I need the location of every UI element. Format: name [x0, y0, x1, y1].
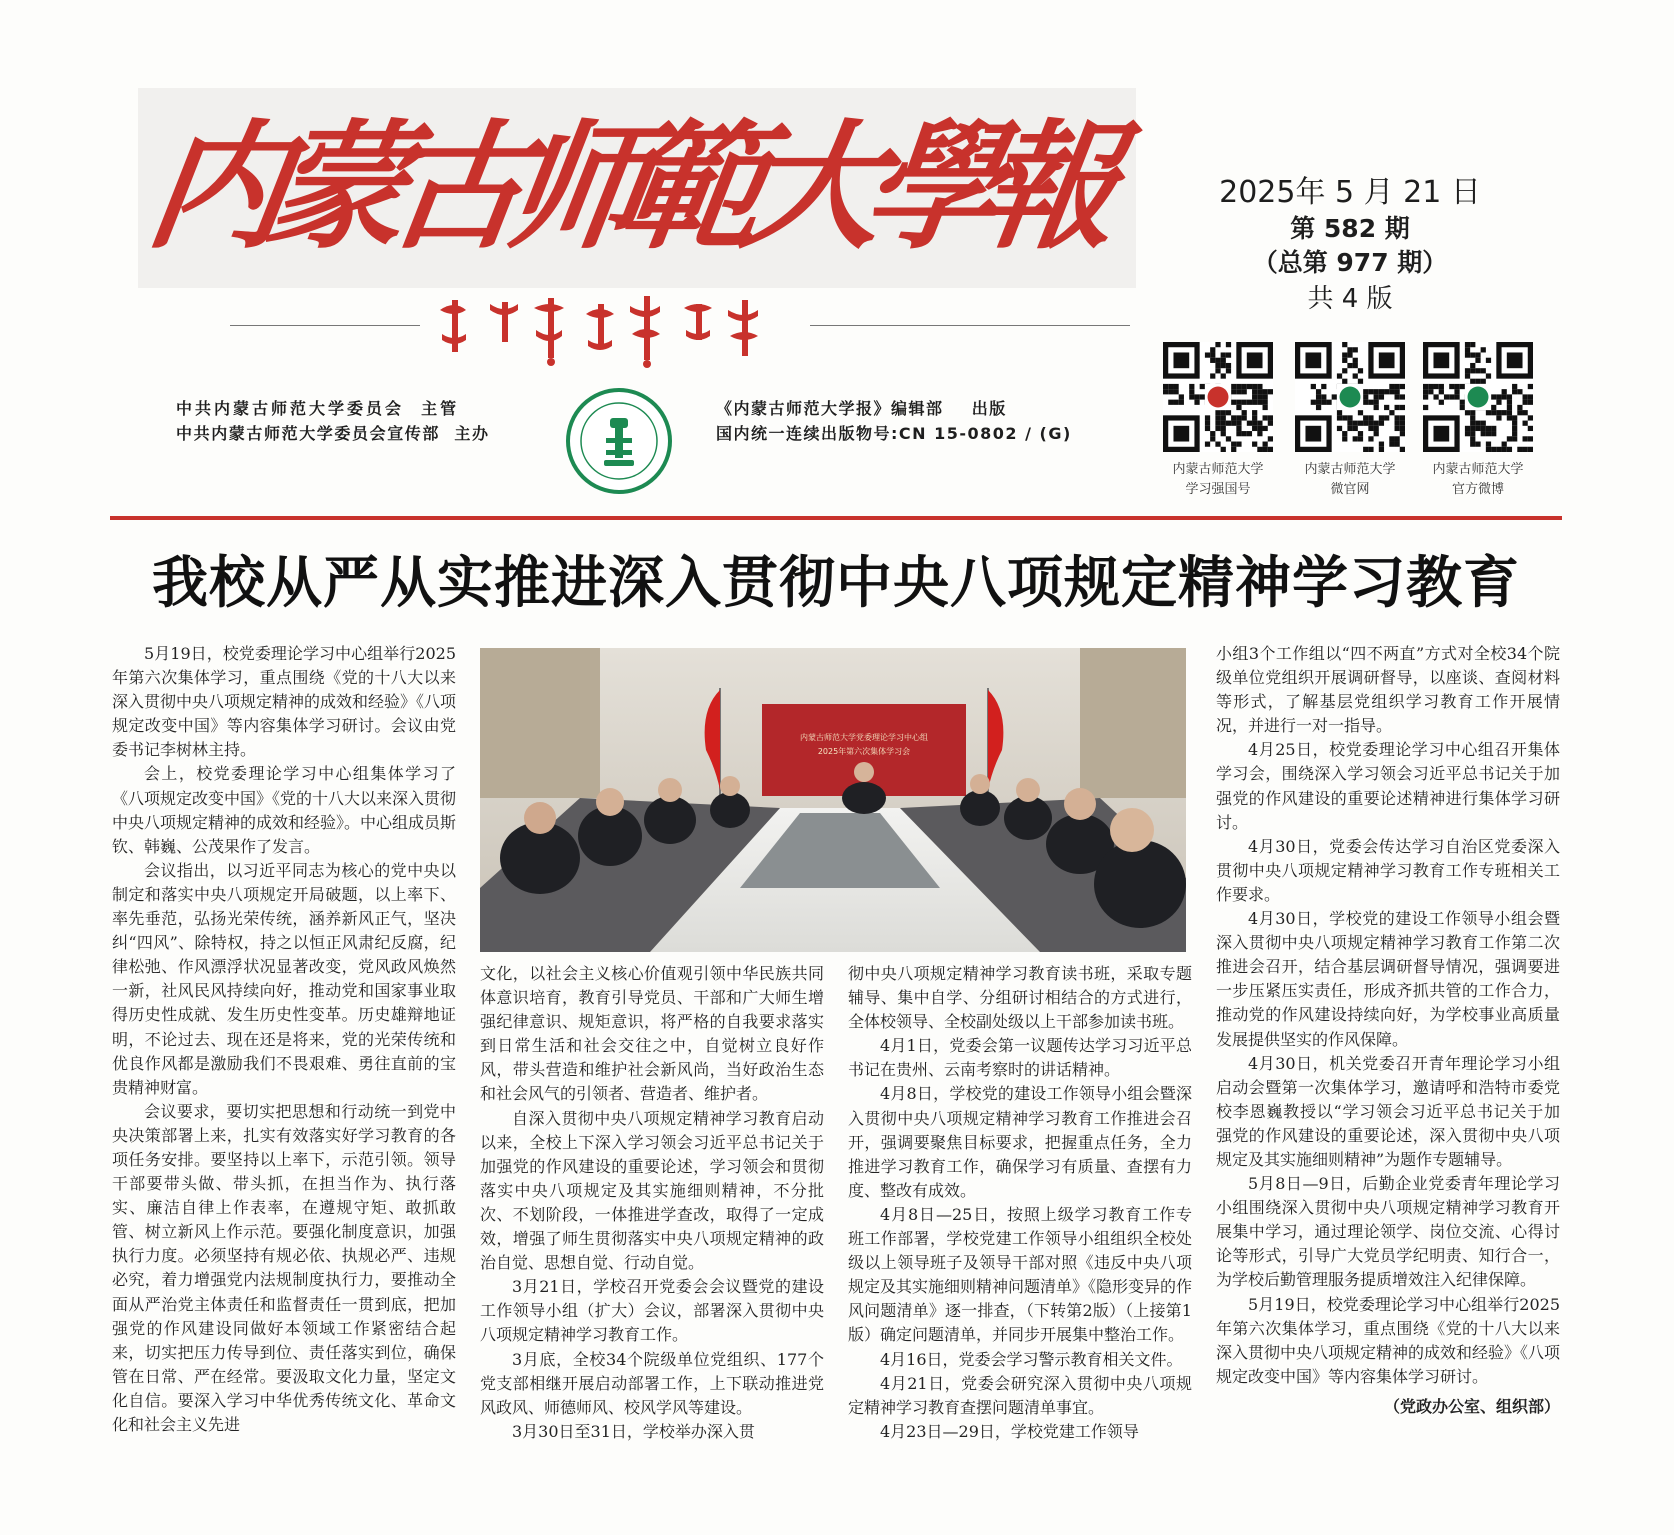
masthead-char-6: 大 [733, 105, 895, 268]
organizer-role: 主办 [454, 424, 490, 443]
paragraph: 会议指出，以习近平同志为核心的党中央以制定和落实中央八项规定开局破题，以上率下、率先垂范，弘扬光荣传统，涵养新风正气，坚决纠“四风”、除特权，持之以恒正风肃纪反腐，纪律松弛、作风漂浮状况显著改变，党风政风焕然一新，社风民风持续向好，推动党和国家事业取得历史性成就、发生历史性变革。历史雄辩地证明，不论过去、现在还是将来，党的光荣传统和优良作风都是激励我们不畏艰难、勇往直前的宝贵精神财富。 [112, 860, 456, 1097]
article-column-4 [1216, 642, 1560, 1419]
masthead-divider [110, 516, 1562, 520]
publisher-block [716, 396, 1072, 446]
paragraph: 4月21日，党委会研究深入贯彻中央八项规定精神学习教育查摆问题清单事宜。 [848, 1373, 1192, 1417]
issue-number: 第 582 期 [1290, 214, 1410, 243]
article-column-2 [480, 962, 824, 1444]
sponsor-line-2 [176, 421, 490, 446]
qr-caption [1420, 460, 1536, 500]
paragraph: 文化，以社会主义核心价值观引领中华民族共同体意识培育，教育引导党员、干部和广大师生增强纪律意识、规矩意识，将严格的自我要求落实到日常生活和社会交往之中，自觉树立良好作风，带头营造和维护社会新风尚，当好政治生态和社会风气的引领者、营造者、维护者。 [480, 964, 824, 1104]
paragraph: 4月8日，学校党的建设工作领导小组会暨深入贯彻中央八项规定精神学习教育工作推进会召开，强调要聚焦目标要求，把握重点任务，全力推进学习教育工作，确保学习有质量、查摆有力度、整改有成效。 [848, 1084, 1192, 1200]
paragraph: 4月30日，机关党委召开青年理论学习小组启动会暨第一次集体学习，邀请呼和浩特市委党校李恩巍教授以“学习领会习近平总书记关于加强党的作风建设的重要论述，深入贯彻中央八项规定及其实施细则精神”为题作专题辅导。 [1216, 1053, 1560, 1169]
masthead-char-3: 古 [378, 105, 540, 268]
masthead-char-4: 师 [498, 105, 660, 268]
sponsor-block [176, 396, 490, 446]
publisher-line [716, 396, 1072, 421]
qr-code-icon [1423, 342, 1533, 452]
paragraph: 3月底，全校34个院级单位党组织、177个党支部相继开展启动部署工作，上下联动推进党风政风、师德师风、校风学风等建设。 [480, 1349, 824, 1417]
sponsor-role: 主管 [421, 399, 460, 418]
paragraph: 5月19日，校党委理论学习中心组举行2025年第六次集体学习，重点围绕《党的十八大以来深入贯彻中央八项规定精神的成效和经验》《八项规定改变中国》等内容集体学习研讨。会议由党委书记李树林主持。 [112, 644, 457, 760]
masthead-char-1: 内 [138, 105, 300, 268]
headline: 我校从严从实推进深入贯彻中央八项规定精神学习教育 [152, 550, 1520, 616]
paragraph: 彻中央八项规定精神学习教育读书班，采取专题辅导、集中自学、分组研讨相结合的方式进行，全体校领导、全校副处级以上干部参加读书班。 [848, 964, 1192, 1032]
meeting-photo [480, 648, 1186, 952]
screen-text-2: 2025年第六次集体学习会 [817, 747, 911, 756]
qr-caption [1160, 460, 1276, 500]
masthead-char-2: 蒙 [258, 105, 420, 268]
masthead-rule-left [230, 325, 420, 326]
paragraph: 4月8日—25日，按照上级学习教育工作专班工作部署，学校党建工作领导小组组织全校处级以上领导班子及领导干部对照《违反中央八项规定及其实施细则精神问题清单》《隐形变异的作风问题清单》逐一排查，（下转第2版）（上接第1版）确定问题清单，并同步开展集中整治工作。 [848, 1204, 1193, 1345]
sponsor-line-1 [176, 396, 490, 421]
qr-caption-line2: 学习强国号 [1185, 482, 1251, 497]
paragraph: 5月8日—9日，后勤企业党委青年理论学习小组围绕深入贯彻中央八项规定精神学习教育开展集中学习，通过理论领学、岗位交流、心得讨论等形式，引导广大党员学纪明责、知行合一，为学校后勤管理服务提质增效注入纪律保障。 [1216, 1174, 1560, 1290]
masthead-char-8: 報 [968, 105, 1130, 268]
qr-caption-line1: 内蒙古师范大学 [1432, 462, 1524, 477]
masthead-char-5: 範 [613, 105, 775, 268]
paragraph: 4月30日，党委会传达学习自治区党委深入贯彻中央八项规定精神学习教育工作专班相关工作要求。 [1216, 836, 1560, 904]
qr-code-icon [1163, 342, 1273, 452]
paragraph: 会议要求，要切实把思想和行动统一到党中央决策部署上来，扎实有效落实好学习教育的各项任务安排。要坚持以上率下，示范引领。领导干部要带头做、带头抓，在担当作为、执行落实、廉洁自律上作表率，在遵规守矩、敢抓敢管、树立新风上作示范。要强化制度意识，加强执行力度。必须坚持有规必依、执规必严、违规必究，着力增强党内法规制度执行力，要推动全面从严治党主体责任和监督责任一贯到底，把加强党的作风建设同做好本领域工作紧密结合起来，切实把压力传导到位、责任落实到位，确保管在日常、严在经常。要汲取文化力量，坚定文化自信。要深入学习中华优秀传统文化、革命文化和社会主义先进 [112, 1101, 456, 1434]
masthead-rule-right [810, 325, 1130, 326]
qr-caption [1292, 460, 1408, 500]
qr-caption-line1: 内蒙古师范大学 [1304, 462, 1396, 477]
page-count: 共 4 版 [1307, 284, 1393, 314]
issue-total: （总第 977 期） [1252, 248, 1448, 277]
organizer-org: 中共内蒙古师范大学委员会宣传部 [176, 424, 441, 443]
qr-caption-line1: 内蒙古师范大学 [1172, 462, 1264, 477]
mongolian-title-image [430, 290, 800, 370]
qr-caption-line2: 官方微博 [1451, 482, 1504, 497]
paragraph: 5月19日，校党委理论学习中心组举行2025年第六次集体学习，重点围绕《党的十八大以来深入贯彻中央八项规定精神的成效和经验》《八项规定改变中国》等内容集体学习研讨。 [1216, 1294, 1561, 1386]
paragraph: 小组3个工作组以“四不两直”方式对全校34个院级单位党组织开展调研督导，以座谈、查阅材料等形式，了解基层党组织学习教育工作开展情况，并进行一对一指导。 [1216, 644, 1560, 736]
paragraph: 4月25日，校党委理论学习中心组召开集体学习会，围绕深入学习领会习近平总书记关于加强党的作风建设的重要论述精神进行集体学习研讨。 [1216, 740, 1560, 832]
paragraph: 3月21日，学校召开党委会会议暨党的建设工作领导小组（扩大）会议，部署深入贯彻中央八项规定精神学习教育工作。 [480, 1277, 824, 1345]
qr-caption-line2: 微官网 [1330, 482, 1370, 497]
paragraph: 4月30日，学校党的建设工作领导小组会暨深入贯彻中央八项规定精神学习教育工作第二次推进会召开，结合基层调研督导情况，强调要进一步压紧压实责任，形成齐抓共管的工作合力，推动党的作风建设持续向好，为学校事业高质量发展提供坚实的作风保障。 [1216, 909, 1560, 1049]
publisher-name: 《内蒙古师范大学报》编辑部 [716, 399, 944, 418]
paragraph: 4月16日，党委会学习警示教育相关文件。 [880, 1349, 1183, 1369]
article-column-1 [112, 642, 456, 1437]
issue-date: 2025年 5 月 21 日 [1219, 175, 1481, 210]
paragraph: 3月30日至31日，学校举办深入贯 [512, 1421, 755, 1441]
qr-xuexi[interactable] [1160, 342, 1276, 500]
paragraph: 自深入贯彻中央八项规定精神学习教育启动以来，全校上下深入学习领会习近平总书记关于加强党的作风建设的重要论述，学习领会和贯彻落实中央八项规定及其实施细则精神，不分批次、不划阶段，一体推进学查改，取得了一定成效，增强了师生贯彻落实中央八项规定精神的政治自觉、思想自觉、行动自觉。 [480, 1108, 824, 1273]
paragraph: 4月1日，党委会第一议题传达学习习近平总书记在贵州、云南考察时的讲话精神。 [848, 1036, 1192, 1080]
issue-info [1160, 174, 1540, 318]
screen-text-1: 内蒙古师范大学党委理论学习中心组 [800, 733, 928, 742]
article-credit: （党政办公室、组织部） [1383, 1396, 1560, 1416]
sponsor-org: 中共内蒙古师范大学委员会 [176, 399, 405, 418]
paragraph: 会上，校党委理论学习中心组集体学习了《八项规定改变中国》《党的十八大以来深入贯彻中央八项规定精神的成效和经验》。中心组成员斯钦、韩巍、公茂果作了发言。 [112, 764, 457, 856]
masthead-char-7: 學 [853, 105, 1015, 268]
paragraph: 4月23日—29日，学校党建工作领导 [880, 1421, 1139, 1441]
publisher-role: 出版 [971, 399, 1007, 418]
cn-number: 国内统一连续出版物号:CN 15-0802 / (G) [716, 424, 1072, 443]
qr-code-icon [1295, 342, 1405, 452]
university-seal-icon [566, 388, 672, 494]
qr-weibo[interactable] [1420, 342, 1536, 500]
qr-weiguanwang[interactable] [1292, 342, 1408, 500]
article-column-3 [848, 962, 1192, 1444]
